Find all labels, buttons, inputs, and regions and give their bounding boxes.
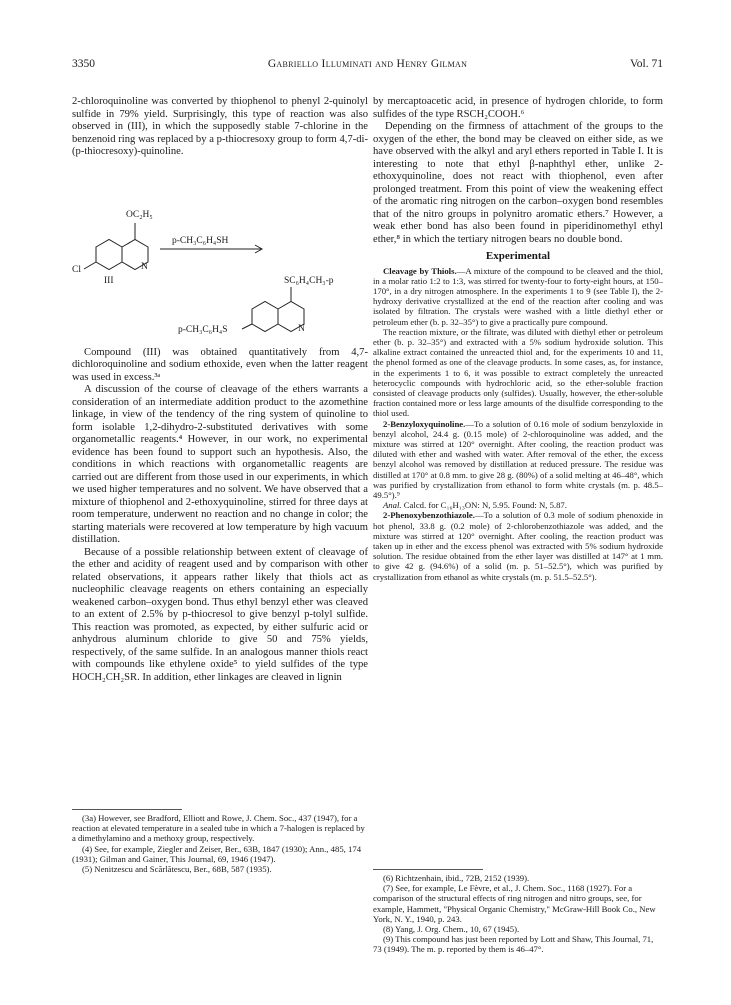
footnote-5: (5) Nenitzescu and Scărlătescu, Ber., 68B, 587 (1935). — [82, 864, 272, 875]
footnotes-left — [72, 806, 368, 874]
section-title-experimental: Experimental — [485, 250, 551, 262]
footnote-8: (8) Yang, J. Org. Chem., 10, 67 (1945). — [383, 924, 520, 935]
product-thio-left-label: p-CH₃C₆H₄S — [178, 324, 228, 335]
exp-benzyloxy-text: —To a solution of 0.16 mole of sodium benzyloxide in benzyl alcohol, 24.4 g. (0.15 mole) of 2-chloroquinoline was added, and the mixture was stirred at 120° overnight. After cooling, the reaction product was diluted with ether and washed with water. After removal of the ether, the excess benzyl alcohol was removed by distillation at reduced pressure. The residue was distilled at 170° at 0.8 mm. to give 28 g. (80%) of a solid melting at 46–48°, which was purified by crystallization from ethanol to form white crystals (m. p. 48.5–49.5°).⁹ — [373, 418, 663, 500]
exp-benzyloxyquinoline — [373, 419, 663, 501]
ring-nitrogen-label: N — [141, 261, 148, 272]
product-benzo-ring — [252, 301, 278, 331]
exp-analysis — [373, 500, 663, 510]
paragraph-compound-iii: Compound (III) was obtained quantitatively from 4,7-dichloroquinoline and sodium ethoxide, even when the latter reagent was used in excess.³ᵃ — [72, 346, 368, 383]
reaction-scheme-drawing — [72, 163, 368, 343]
exp-cleavage-thiols — [373, 266, 663, 327]
compound-iii-label: III — [104, 275, 114, 286]
paragraph-cleavage: Because of a possible relationship between extent of cleavage of the ether and acidity of reagent used and by comparison with other related observations, it appears rather likely that thiols act as nucleophilic cleavage reagents on ethers containing an especially weakened carbon–oxygen bond. Thus ethyl benzyl ether was cleaved to an extent of 2.5% by p-thiocresol to give benzyl p-tolyl sulfide. This reaction was promoted, as expected, by either sulfuric acid or anhydrous aluminum chloride to give 50 and 75% yields, respectively, of the same sulfide. In an analogous manner thiols react with compounds like ethylene oxide⁵ to yield sulfides of the type HOCH₂CH₂SR. In addition, ether linkages are cleaved in lignin — [72, 546, 368, 683]
page-number: 3350 — [72, 58, 95, 70]
left-column — [72, 96, 368, 684]
chloro-label: Cl — [72, 264, 81, 275]
paragraph-firmness: Depending on the firmness of attachment of the groups to the oxygen of the ether, the bond may be cleaved on either side, as we have observed with the alkyl and aryl ethers reported in Table I. It is interesting to note that ethyl β-naphthyl ether, unlike 2-ethoxyquinoline, does not react with thiophenol, even after prolonged treatment. From this point of view the weakening effect of the aromatic ring nitrogen on the carbon–oxygen bond resembles that of the nitro groups in polynitro aromatic ethers.⁷ However, a weak ether bond has also been found in piperidinomethyl ethyl ether,⁸ in which the tertiary nitrogen bears no double bond. — [373, 121, 663, 245]
reactant-benzo-ring — [96, 239, 122, 269]
product-s-bond-left — [242, 324, 252, 329]
exp-cleavage-text: —A mixture of the compound to be cleaved and the thiol, in a molar ratio 1:2 to 1:3, was stirred for twenty-four to forty-eight hours, at 150–170°, in a dry nitrogen atmosphere. In the experiments 1 to 9 (see Table I), the 2-hydroxy derivative crystallized at the end of the reaction after cooling and was isolated by filtration. The crystals were washed with a little diethyl ether or petroleum ether (b. p. 32–35°) to give a practically pure compound. — [373, 265, 663, 327]
anal-label: Anal. — [383, 500, 402, 511]
footnote-rule-right — [373, 869, 483, 870]
reactant-cl-bond — [84, 262, 96, 269]
footnote-3a: (3a) However, see Bradford, Elliott and Rowe, J. Chem. Soc., 437 (1947), for a reaction at elevated temperature in a sealed tube in which a 7-halogen is replaced by a dimethylamino and a methoxy group, respectively. — [72, 813, 365, 844]
exp-phenoxy-head: 2-Phenoxybenzothiazole. — [383, 510, 475, 521]
right-column — [373, 96, 663, 582]
reagent-label: p-CH₃C₆H₄SH — [172, 235, 229, 246]
footnote-9: (9) This compound has just been reported by Lott and Shaw, This Journal, 71, 73 (1949). The m. p. reported by them is 46–47°. — [373, 934, 654, 955]
experimental-section — [373, 266, 663, 582]
exp-reaction-mixture: The reaction mixture, or the filtrate, was diluted with diethyl ether or petroleum ether (b. p. 32–35°) and extracted with a 5% sodium hydroxide solution. This alkaline extract contained the unreacted thiol and, for the experiments 10 and 11, the phenol formed as one of the cleavage products. In some cases, as, for instance, in the experiments 1 to 6, it was possible to extract completely the unreacted heterocyclic compounds with hydrochloric acid, so the ether-soluble fraction consisted of cleavage products only (sulfides). Usually, however, the ether-soluble fraction contained more or less large amounts of the disulfide corresponding to the thiol used. — [373, 326, 663, 419]
reaction-scheme — [72, 163, 368, 343]
paragraph-continued: by mercaptoacetic acid, in presence of hydrogen chloride, to form sulfides of the type RSCH₂COOH.⁶ — [373, 96, 663, 120]
exp-phenoxy-text: —To a solution of 0.3 mole of sodium phenoxide in hot phenol, 33.8 g. (0.2 mole) of 2-chlorobenzothiazole was added, and the mixture was stirred at 120° overnight. After cooling, the reaction product was taken up in ether and the excess phenol was extracted with 5% sodium hydroxide solution. The residue obtained from the ether layer was distilled at 147° at 1 mm. to give 42 g. (94.6%) of a solid (m. p. 51–52.5°), which was purified by crystallization from ethanol as white crystals (m. p. 51.5–52.5°). — [373, 510, 663, 582]
running-title: Gabriello Illuminati and Henry Gilman — [267, 58, 468, 70]
exp-benzyloxy-head: 2-Benzyloxyquinoline. — [383, 418, 466, 429]
substituent-oet-label: OC₂H₅ — [126, 209, 153, 220]
footnote-4: (4) See, for example, Ziegler and Zeiser, Ber., 63B, 1847 (1930); Ann., 485, 174 (1931); Gilman and Gainer, This Journal, 69, 1946 (1947). — [72, 843, 362, 864]
footnote-rule — [72, 809, 182, 810]
volume-label: Vol. 71 — [629, 58, 663, 70]
page-header — [72, 58, 663, 74]
intro-paragraph: 2-chloroquinoline was converted by thiophenol to phenyl 2-quinolyl sulfide in 79% yield. Surprisingly, this type of reaction was also observed in (III), in which the supposedly stable 7-chlorine in the benzenoid ring was replaced by a p-thiocresoxy group to form 4,7-di-(p-thiocresoxy)-quinoline. — [72, 96, 368, 157]
exp-phenoxybenzothiazole — [373, 510, 663, 581]
anal-text: Calcd. for C₁₆H₁₃ON: N, 5.95. Found: N, 5.87. — [403, 500, 567, 511]
paragraph-discussion: A discussion of the course of cleavage of the ethers warrants a consideration of an intermediate addition product to the azomethine linkage, in view of the tendency of the ring system of quinoline to form isolable 1,2-dihydro-2-substituted derivatives with some organometallic reagents.⁴ However, in our work, no experimental evidence has been found to support such an hypothesis. Also, the conditions in which reactions with organometallic reagents are carried out are different from those used in our experiments, in which we used higher temperatures and no solvent. We have observed that a mixture of thiophenol and 2-ethoxyquinoline, stirred for three days at room temperature, underwent no reaction and no change in color; the starting materials were recovered at low temperature by high vacuum distillation. — [72, 384, 368, 545]
product-nitrogen-label: N — [298, 323, 305, 334]
footnote-7: (7) See, for example, Le Fèvre, et al., J. Chem. Soc., 1168 (1927). For a comparison of the structural effects of ring nitrogen and nitro groups, see, for example, Hammett, "Physical Organic Chemistry," McGraw-Hill Book Co., New York, N. Y., 1940, p. 243. — [373, 883, 656, 924]
footnotes-right — [373, 866, 663, 955]
footnote-6: (6) Richtzenhain, ibid., 72B, 2152 (1939). — [383, 873, 530, 883]
product-thio-top-label: SC₆H₄CH₃-p — [284, 275, 334, 286]
exp-cleavage-head: Cleavage by Thiols. — [383, 265, 457, 276]
